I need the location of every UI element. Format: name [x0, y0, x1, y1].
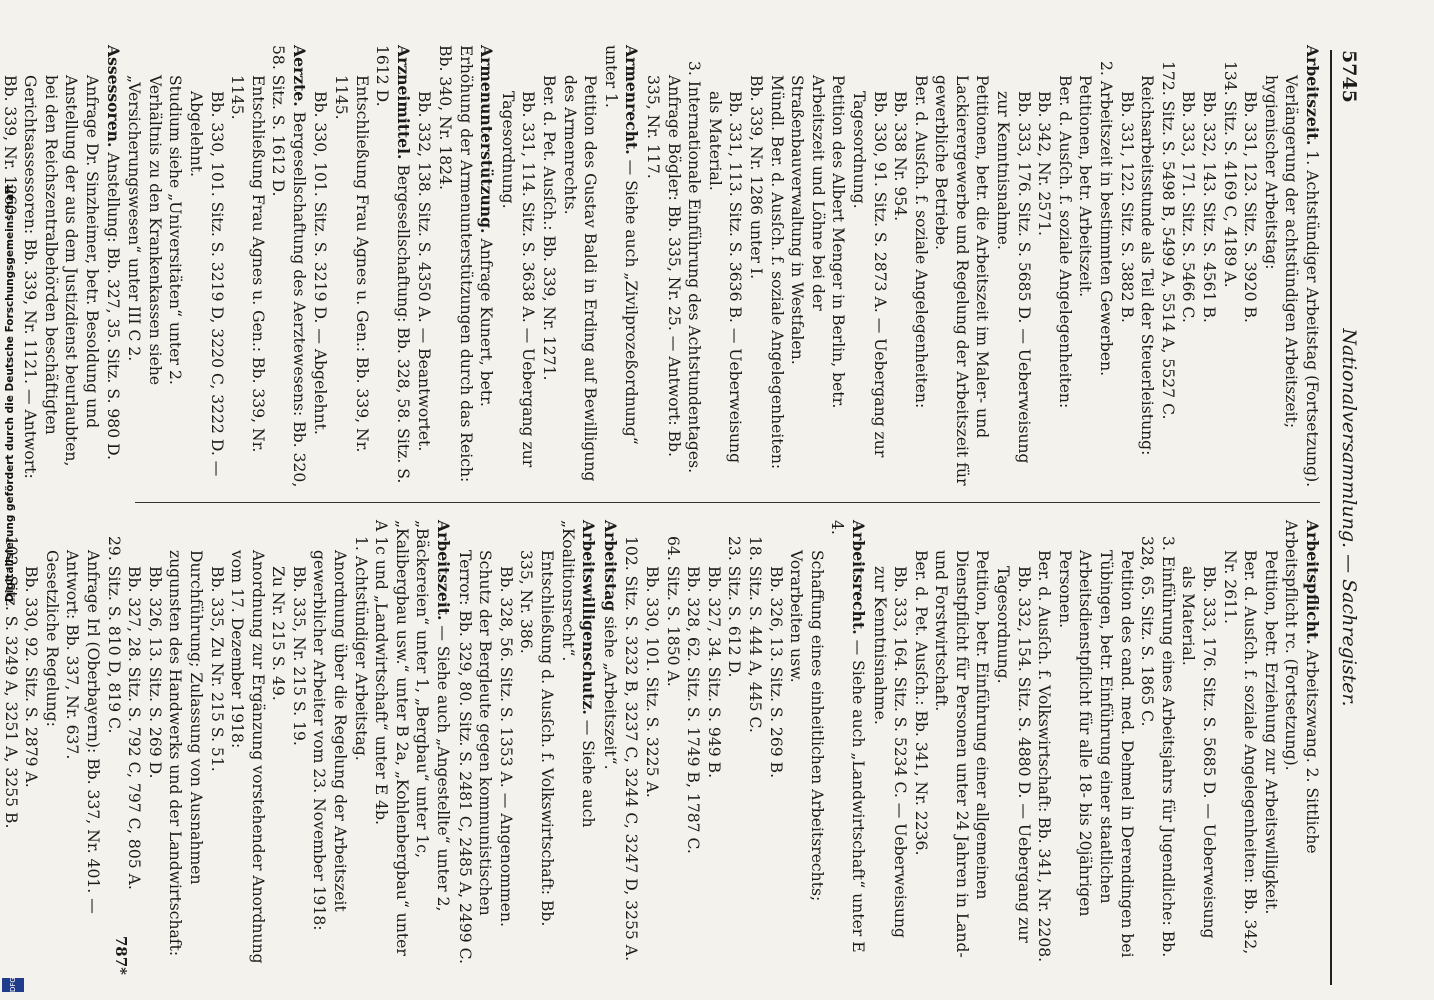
entry-line: Bb. 327, 34. Sitz. S. 949 B. [704, 566, 723, 779]
entry-line: Petition des cand. med. Dehmel in Derendingen bei Tübingen, betr. Einführung einer staatlichen Arbeitsdienstpflicht für alle 18- bis 20jährigen Personen. [1055, 550, 1136, 958]
entry-line: Ber. d. Pet. Ausſch.: Bb. 339, Nr. 1271. [540, 75, 559, 381]
entry-line: Anordnung zur Ergänzung vorstehender Anordnung vom 17. Dezember 1918: [228, 550, 267, 964]
entry-line: Bb. 333, 176. Sitz. S. 5685 D. — Ueberweisung als Material. [1179, 566, 1219, 939]
entry-line: Anfrage Irl (Oberbayern): Bb. 337, Nr. 401. — Antwort: Bb. 337, Nr. 637. [63, 550, 102, 914]
entry-line: Ber. d. Ausſch. f. soziale Angelegenheiten: [911, 75, 930, 409]
entry-line: Bb. 335, Nr. 215 S. 19. [289, 566, 308, 746]
entry-first-line [102, 45, 123, 490]
entry-line: 3. Einführung eines Arbeitsjahrs für Jugendliche: Bb. 328, 65. Sitz. S. 1865 C. [1138, 536, 1177, 958]
entry-line: Gesetzliche Regelung: [42, 550, 61, 727]
entry-first-line [599, 520, 620, 965]
entry-line: Bb. 326, 13. Sitz. S. 269 D. [145, 566, 164, 779]
entry-headword: Assessoren. [103, 45, 123, 148]
index-entry [454, 520, 598, 965]
entry-line: Anfrage Dr. Sinzheimer, betr. Besoldung und Anstellung der aus dem Justizdienst beurlaubten, bei den Reichszentralbehörden beschäftigten Gerichtsassessoren: Bb. 339, Nr. 1121. — Antwort: Bb. 339, Nr. 1260. [0, 75, 101, 479]
entry-line: 172. Sitz. S. 5498 B, 5499 A, 5514 A, 5527 C. [1158, 61, 1177, 420]
entry-headword: Arbeitstag [600, 520, 620, 612]
entry-first-line [827, 520, 868, 965]
entry-line: 102. Sitz. S. 3249 A, 3251 A, 3255 B. [1, 536, 20, 829]
page-header [1332, 50, 1360, 985]
entry-headword: Arzneimittel. [393, 45, 413, 160]
entry-line: Entschließung Frau Agnes u. Gen.: Bb. 339, Nr. 1145. [228, 75, 267, 453]
entry-text: 1. Achtstündiger Arbeitstag (Fortsetzung). [1303, 150, 1321, 488]
entry-line: Bb. 328, 56. Sitz. S. 1353 A. — Angenommen. [496, 566, 515, 928]
entry-line: Bb. 326, 13. Sitz. S. 269 B. [766, 566, 785, 779]
entry-headword: Aerzte. [289, 45, 309, 107]
entry-line: 18. Sitz. S. 444 A, 445 C. [745, 536, 764, 733]
entry-headword: Arbeitsrecht. [848, 520, 868, 635]
entry-headword: Arbeitspflicht. [1303, 520, 1322, 645]
entry-line: Bb. 333, 176. Sitz. S. 5685 D. — Ueberweisung zur Kenntnisnahme. [994, 91, 1033, 464]
entry-line: Bb. 332, 154. Sitz. S. 4880 D. — Uebergang zur Tagesordnung. [994, 566, 1033, 943]
index-column-right [1, 520, 1322, 965]
entry-line: Bb. 330, 101. Sitz. S. 3219 D, 3220 C, 3222 D. — Abgelehnt. [186, 91, 226, 477]
entry-text: — Siehe auch „Landwirtschaft“ unter E 4. [828, 520, 867, 953]
dfg-logo: DFG [2, 978, 24, 992]
entry-line: Bb. 330, 101. Sitz. S. 3225 A. [643, 566, 661, 798]
entry-line: Anordnung über die Regelung der Arbeitszeit gewerblicher Arbeiter vom 23. November 1918: [310, 550, 350, 931]
entry-text: siehe „Arbeitszeit“. [600, 616, 619, 770]
entry-line: Bb. 331, 123. Sitz. S. 3920 B. [1241, 91, 1260, 323]
entry-line: Reichsarbeitsstunde als Teil der Steuerleistung: [1138, 75, 1157, 456]
entry-first-line [434, 45, 496, 490]
entry-line: Bb. 327, 28. Sitz. S. 792 C, 797 C, 805 A. [125, 566, 144, 890]
index-entry [642, 45, 1322, 490]
entry-line: Bb. 333, 171. Sitz. S. 5466 C. [1179, 91, 1198, 323]
index-entry [497, 45, 641, 490]
entry-line: Bb. 330, 92. Sitz. S. 2879 A. [22, 566, 41, 788]
entry-first-line [600, 45, 641, 490]
entry-line: 2. Arbeitszeit in bestimmten Gewerben. [1097, 61, 1116, 377]
entry-first-line [371, 520, 453, 965]
entry-line: 1. Achtstündiger Arbeitstag. [351, 536, 370, 761]
running-title: Nationalversammlung. — Sachregister. [1338, 328, 1360, 707]
index-entry [414, 45, 496, 490]
signature-mark: 787* [112, 935, 130, 975]
entry-line: 3. Internationale Einführung des Achtstundentages. [685, 61, 704, 474]
entry-line: Bb. 331, 114. Sitz. S. 3638 A. — Uebergang zur Tagesordnung. [498, 91, 538, 468]
entry-first-line [372, 45, 413, 490]
index-entry [869, 520, 1322, 965]
entry-text: Bergesellschaftung: Bb. 328, 58. Sitz. S. 1612 D. [373, 45, 412, 484]
entry-line: Verlängerung der achtstündigen Arbeitszeit; hygienischer Arbeitstag: [1261, 75, 1301, 429]
entry-line: Bb. 330, 101. Sitz. S. 3219 D. — Abgelehnt. [311, 91, 330, 435]
entry-line: 64. Sitz. S. 1850 A. [663, 536, 682, 687]
entry-line: Verhältnis zu den Krankenkassen siehe „Versicherungswesen“ unter III C 2. [125, 75, 164, 386]
entry-line: Mündl. Ber. d. Ausſch. f. soziale Angelegenheiten: Bb. 339, Nr. 1286 unter I. [746, 75, 786, 470]
entry-text: — Siehe auch „Angestellte“ unter 2, „Bäckereien“ unter 1, „Bergbau“ unter 1c, „Kalibergbau usw.“ unter B 2a, „Kohlenbergbau“ unter A 1c und „Landwirtschaft“ unter E 4b. [372, 520, 453, 956]
entry-line: 23. Sitz. S. 612 D. [725, 536, 744, 678]
entry-text: Arbeitszwang. 2. Sittliche Arbeitspflicht rc. (Fortsetzung). [1282, 520, 1321, 854]
entry-line: 134. Sitz. S. 4169 C, 4189 A. [1220, 61, 1239, 288]
entry-line: Zu Nr. 215 S. 49. [269, 566, 288, 701]
entry-first-line [1281, 520, 1322, 965]
index-entry [0, 45, 123, 490]
column-divider [135, 502, 1320, 503]
entry-line: Bb. 331, 122. Sitz. S. 3882 B. [1117, 91, 1136, 323]
header-rule [1330, 50, 1332, 985]
page-number: 5745 [1338, 50, 1360, 103]
entry-line: Bb. 331, 113. Sitz. S. 3636 B. — Ueberweisung als Material. [705, 91, 745, 464]
entry-headword: Arbeitswilligenschutz. [579, 520, 599, 715]
entry-first-line [1301, 45, 1322, 490]
entry-line: Petition des Gustav Baldi in Erding auf Bewilligung des Armenrechts. [560, 75, 600, 482]
entry-line: Petition des Albert Menger in Berlin, betr. Arbeitszeit und Löhne bei der Straßenbauverwaltung in Westfalen. [788, 75, 848, 409]
entry-line: Petitionen, betr. Arbeitszeit. [1076, 75, 1095, 298]
digitization-credit: Digitalisierung gefördert durch die Deutsche Forschungsgemeinschaft [4, 184, 16, 602]
entry-line: Schaffung eines einheitlichen Arbeitsrechts; Vorarbeiten usw. [787, 550, 826, 902]
entry-line: Anfrage Bögler: Bb. 335, Nr. 25. — Antwort: Bb. 335, Nr. 117. [644, 75, 683, 457]
entry-line: 29. Sitz. S. 810 D, 819 C. [104, 536, 123, 734]
index-entry [621, 520, 868, 965]
entry-line: Ber. d. Ausſch. f. soziale Angelegenheiten: Bb. 342, Nr. 2611. [1220, 550, 1260, 955]
entry-line: Petition, betr. Erziehung zur Arbeitswilligkeit. [1261, 550, 1280, 915]
entry-line: Bb. 332, 138. Sitz. S. 4350 A. — Beantwortet. [415, 91, 434, 452]
entry-line: Bb. 332, 143. Sitz. S. 4561 B. [1200, 91, 1219, 323]
entry-line: Entschließung Frau Agnes u. Gen.: Bb. 339, Nr. 1145. [332, 75, 371, 453]
entry-text: — Siehe auch „Koalitionsrecht“. [558, 520, 598, 828]
entry-line: Petition, betr. Einführung einer allgemeinen Dienstpflicht für Personen unter 24 Jahren in Land- und Forstwirtschaft. [932, 550, 992, 958]
entry-headword: Arbeitszeit. [434, 520, 454, 621]
entry-line: Studium siehe „Universitäten“ unter 2. [166, 75, 185, 385]
index-entry [599, 520, 620, 965]
entry-first-line [557, 520, 598, 965]
entry-line: Ber. d. Ausſch. f. Volkswirtschaft: Bb. 341, Nr. 2208. [1035, 550, 1054, 963]
entry-headword: Armenunterstützung. [477, 45, 497, 234]
index-entry [0, 520, 453, 965]
entry-line: Bb. 342, Nr. 2571. [1035, 91, 1054, 236]
entry-text: Anfrage Kunert, betr. Erhöhung der Armenunterstützungen durch das Reich: Bb. 340, Nr. 1824. [436, 45, 496, 483]
entry-line: Ber. d. Pet. Ausſch.: Bb. 341, Nr. 2236. [911, 550, 930, 856]
entry-text: — Siehe auch „Zivilprozeßordnung“ unter 1. [601, 45, 641, 445]
entry-headword: Arbeitszeit. [1303, 45, 1322, 146]
entry-first-line [268, 45, 309, 490]
entry-line: Bb. 330, 91. Sitz. S. 2873 A. — Uebergang zur Tagesordnung. [849, 91, 889, 458]
index-entry [124, 45, 309, 490]
entry-headword: Armenrecht. [622, 45, 642, 155]
entry-line: Schutz der Bergleute gegen kommunistischen Terror: Bb. 329, 80. Sitz. S. 2481 C, 2485 A, 2499 C. [455, 550, 495, 964]
entry-line: Bb. 335, Zu Nr. 215 S. 51. [207, 566, 226, 772]
index-entry [310, 45, 413, 490]
entry-text: Bergesellschaftung des Aerztewesens: Bb. 320, 58. Sitz. S. 1612 D. [269, 45, 308, 488]
entry-line: 102. Sitz. S. 3232 B, 3237 C, 3244 C, 3247 D, 3255 A. [622, 536, 641, 962]
entry-line: Ber. d. Ausſch. f. soziale Angelegenheiten: [1055, 75, 1074, 409]
entry-line: Bb. 333, 164. Sitz. S. 5234 C. — Ueberweisung zur Kenntnisnahme. [870, 566, 910, 938]
entry-line: Petitionen, betr. die Arbeitszeit im Maler- und Lackierergewerbe und Regelung der Arbeitszeit für gewerbliche Betriebe. [932, 75, 992, 486]
entry-line: Entschließung d. Ausſch. f. Volkswirtschaft: Bb. 335, Nr. 386. [517, 550, 557, 927]
entry-line: Durchführung; Zulassung von Ausnahmen zugunsten des Handwerks und der Landwirtschaft: [166, 550, 205, 957]
entry-text: Anstellung: Bb. 327, 35. Sitz. S. 980 D. [103, 152, 122, 460]
entry-line: Bb. 338 Nr. 954. [891, 91, 910, 222]
entry-line: Bb. 328, 62. Sitz. S. 1749 B, 1787 C. [684, 566, 703, 854]
